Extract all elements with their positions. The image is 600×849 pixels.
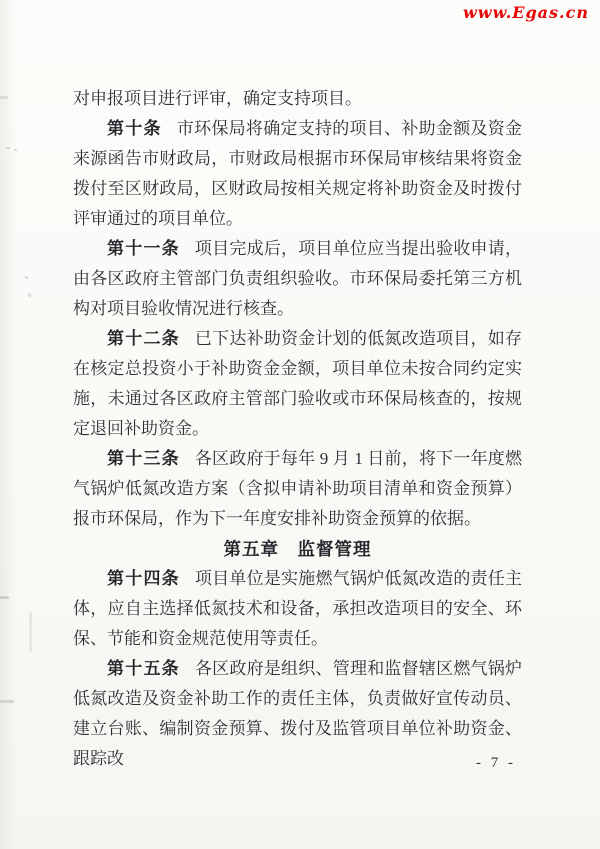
scan-artifact [25, 276, 28, 279]
document-body [73, 84, 522, 774]
scan-artifact [0, 96, 8, 99]
article-14 [73, 564, 522, 654]
article-14-label: 第十四条 [107, 569, 180, 588]
article-11-label: 第十一条 [107, 239, 180, 258]
article-13 [73, 444, 522, 534]
article-10 [73, 114, 522, 234]
scan-artifact [0, 700, 14, 703]
scan-artifact [0, 596, 9, 599]
article-13-text: 各区政府于每年 9 月 1 日前，将下一年度燃气锅炉低氮改造方案（含拟申请补助项目清单和资金预算）报市环保局，作为下一年度安排补助资金预算的依据。 [73, 449, 523, 528]
scan-artifact [14, 149, 17, 151]
scan-artifact [29, 612, 32, 652]
chapter-heading: 第五章 监督管理 [223, 539, 372, 559]
scan-artifact [6, 147, 10, 149]
page-number: - 7 - [476, 755, 516, 771]
article-10-text: 市环保局将确定支持的项目、补助金额及资金来源函告市财政局，市财政局根据市环保局审核结果将资金拨付至区财政局，区财政局按相关规定将补助资金及时拨付评审通过的项目单位。 [73, 119, 523, 228]
watermark-url-text: www.Egas.cn [463, 3, 589, 22]
article-15-text: 各区政府是组织、管理和监督辖区燃气锅炉低氮改造及资金补助工作的责任主体，负责做好宣传动员、建立台账、编制资金预算、拨付及监管项目单位补助资金、跟踪改 [73, 659, 523, 768]
article-14-text: 项目单位是实施燃气锅炉低氮改造的责任主体，应自主选择低氮技术和设备，承担改造项目的安全、环保、节能和资金规范使用等责任。 [73, 569, 523, 648]
article-11 [73, 234, 522, 324]
article-10-label: 第十条 [107, 119, 162, 138]
article-11-text: 项目完成后，项目单位应当提出验收申请，由各区政府主管部门负责组织验收。市环保局委托第三方机构对项目验收情况进行核查。 [73, 239, 523, 318]
article-12-text: 已下达补助资金计划的低氮改造项目，如存在核定总投资小于补助资金金额，项目单位未按合同约定实施，未通过各区政府主管部门验收或市环保局核查的，按规定退回补助资金。 [73, 329, 523, 438]
scan-artifact [28, 293, 31, 297]
article-15 [73, 654, 522, 774]
article-12-label: 第十二条 [107, 329, 180, 348]
article-15-label: 第十五条 [107, 659, 180, 678]
paragraph-continuation: 对申报项目进行评审，确定支持项目。 [73, 89, 362, 108]
article-12 [73, 324, 522, 444]
article-13-label: 第十三条 [107, 449, 180, 468]
